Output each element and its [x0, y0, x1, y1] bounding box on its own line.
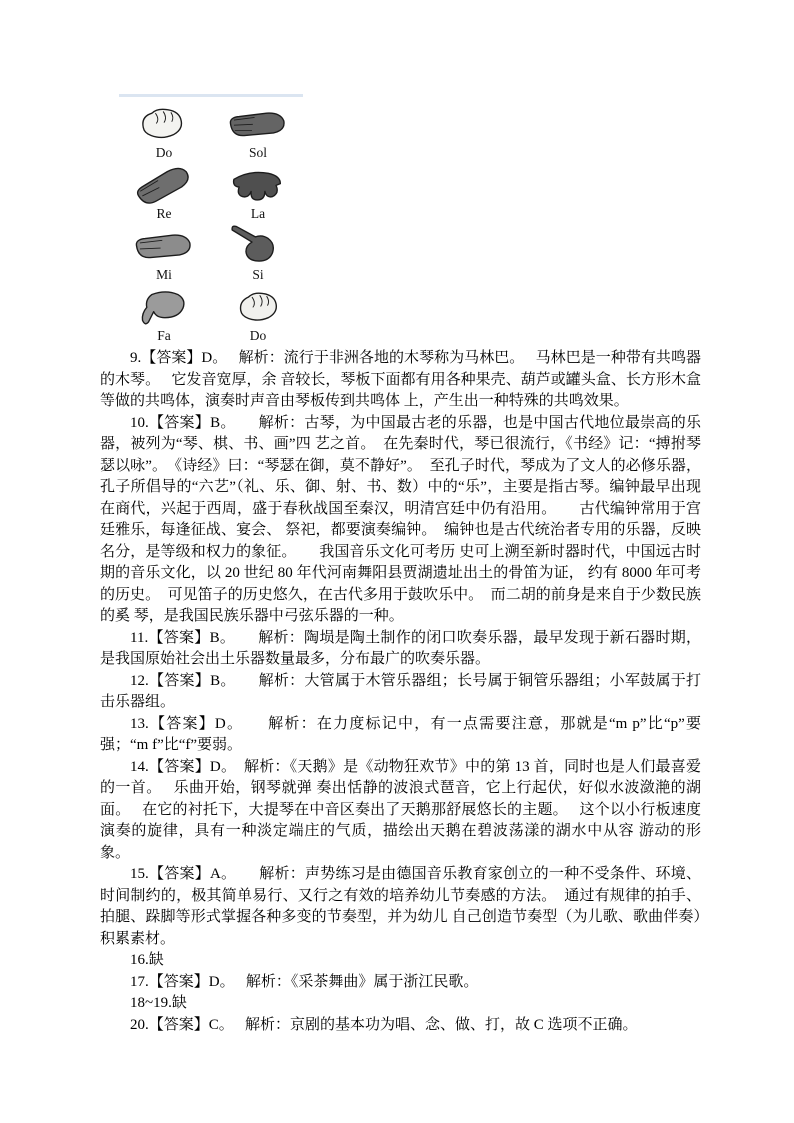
- hand-sign-do-high-cell: [211, 283, 305, 344]
- answer-item-17: 17.【答案】D。 解析：《采茶舞曲》属于浙江民歌。: [130, 973, 479, 990]
- hand-sign-si-icon: [220, 224, 296, 267]
- hand-sign-sol-label: Sol: [248, 145, 267, 160]
- hand-sign-re-icon: [126, 163, 202, 206]
- hand-sign-la-label: La: [250, 206, 266, 221]
- hand-sign-si-cell: [211, 222, 305, 283]
- answer-key-text: [100, 348, 701, 1036]
- hand-sign-fa-label: Fa: [157, 328, 171, 343]
- hand-signs-grid: [117, 100, 305, 344]
- answer-item-11: 11.【答案】B。 解析：陶埙是陶土制作的闭口吹奏乐器，最早发现于新石器时期，是我国原始社会出土乐器数量最多，分布最广的吹奏乐器。: [100, 629, 701, 667]
- hand-sign-mi-label: Mi: [156, 267, 172, 282]
- hand-sign-sol-icon: [220, 102, 296, 145]
- figure-top-border: [119, 94, 303, 97]
- hand-sign-do-high-icon: [220, 285, 296, 328]
- hand-sign-re-label: Re: [156, 206, 172, 221]
- hand-sign-do-icon: [126, 102, 202, 145]
- answer-item-15: 15.【答案】A。 解析：声势练习是由德国音乐教育家创立的一种不受条件、环境、时间制约的，极其简单易行、又行之有效的培养幼儿节奏感的方法。 通过有规律的拍手、拍腿、跺脚等形式掌握各种多变的节奏型，并为幼儿 自己创造节奏型（为儿歌、歌曲伴奏）积累素材。: [100, 866, 701, 947]
- hand-sign-fa-icon: [126, 285, 202, 328]
- answer-item-14: 14.【答案】D。 解析：《天鹅》是《动物狂欢节》中的第 13 首，同时也是人们最喜爱的一首。 乐曲开始，钢琴就弹 奏出恬静的波浪式琶音，它上行起伏，好似水波潋滟的湖面。 在它的衬托下，大提琴在中音区奏出了天鹅那舒展悠长的主题。 这个以小行板速度演奏的旋律，具有一种淡定端庄的气质，描绘出天鹅在碧波荡漾的湖水中从容 游动的形象。: [100, 758, 701, 861]
- hand-sign-do-high-label: Do: [249, 328, 267, 343]
- hand-sign-do-cell: [117, 100, 211, 161]
- hand-signs-figure: [117, 94, 305, 344]
- hand-sign-mi-cell: [117, 222, 211, 283]
- hand-sign-re-cell: [117, 161, 211, 222]
- answer-item-20: 20.【答案】C。 解析：京剧的基本功为唱、念、做、打，故 C 选项不正确。: [130, 1016, 638, 1033]
- answer-item-10: 10.【答案】B。 解析：古琴，为中国最古老的乐器，也是中国古代地位最崇高的乐器，被列为“琴、棋、书、画”四 艺之首。 在先秦时代，琴已很流行，《书经》记：“搏拊琴瑟以咏”。 《诗经》曰：“琴瑟在御，莫不静好”。 至孔子时代，琴成为了文人的必修乐器，孔子所倡导的“六艺”（礼、乐、御、射、书、数）中的“乐”，主要是指古琴。编钟最早出现 在商代，兴起于西周，盛于春秋战国至秦汉，明清宫廷中仍有沿用。 古代编钟常用于宫廷雅乐，每逢征战、宴会、 祭祀，都要演奏编钟。 编钟也是古代统治者专用的乐器，反映名分，是等级和权力的象征。 我国音乐文化可考历 史可上溯至新时器时代，中国远古时期的音乐文化，以 20 世纪 80 年代河南舞阳县贾湖遗址出土的骨笛为证， 约有 8000 年可考的历史。 可见笛子的历史悠久，在古代多用于鼓吹乐中。 而二胡的前身是来自于少数民族的奚 琴，是我国民族乐器中弓弦乐器的一种。: [100, 414, 701, 624]
- hand-sign-la-icon: [220, 163, 296, 206]
- answer-item-9: 9.【答案】D。 解析：流行于非洲各地的木琴称为马林巴。 马林巴是一种带有共鸣器的木琴。 它发音宽厚，余 音较长，琴板下面都有用各种果壳、葫芦或罐头盒、长方形木盒等做的共鸣体，演奏时声音由琴板传到共鸣体 上，产生出一种特殊的共鸣效果。: [100, 350, 701, 409]
- answer-item-12: 12.【答案】B。 解析：大管属于木管乐器组；长号属于铜管乐器组；小军鼓属于打击乐器组。: [100, 672, 701, 710]
- hand-sign-sol-cell: [211, 100, 305, 161]
- hand-sign-la-cell: [211, 161, 305, 222]
- answer-item-18-19: 18~19.缺: [130, 995, 187, 1011]
- hand-sign-si-label: Si: [252, 267, 264, 282]
- answer-item-16: 16.缺: [130, 952, 164, 968]
- hand-sign-mi-icon: [126, 224, 202, 267]
- answer-item-13: 13.【答案】D。 解析：在力度标记中，有一点需要注意，那就是“m p”比“p”要强；“m f”比“f”要弱。: [100, 715, 701, 753]
- hand-sign-do-label: Do: [155, 145, 173, 160]
- hand-sign-fa-cell: [117, 283, 211, 344]
